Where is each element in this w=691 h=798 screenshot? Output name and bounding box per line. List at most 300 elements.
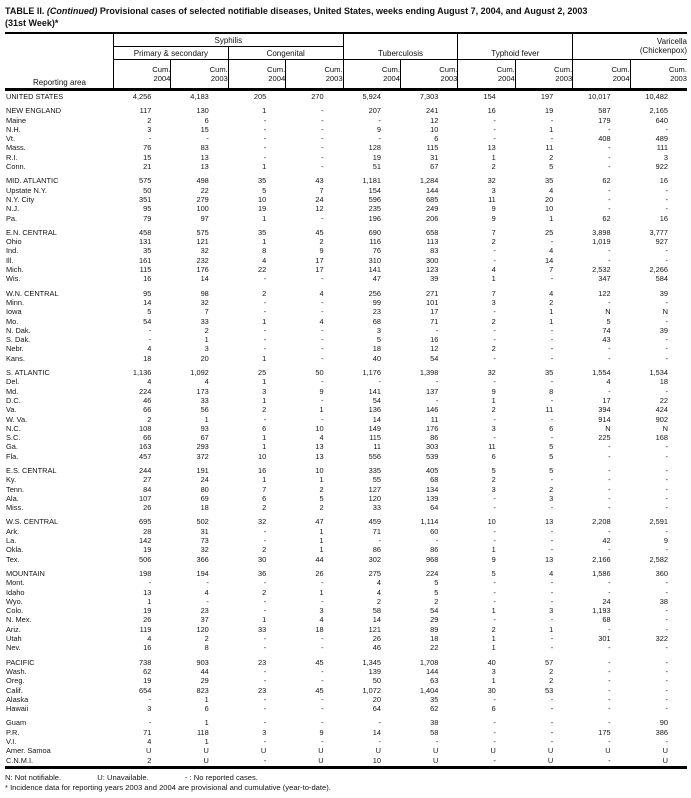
reporting-area-cell: Ohio (6, 237, 22, 247)
value-cell: 142 (139, 536, 152, 546)
table-section (5, 466, 687, 512)
value-cell: 23 (257, 657, 267, 667)
value-cell: 4,183 (190, 92, 209, 101)
value-cell: 19 (544, 106, 554, 116)
value-cell: 21 (143, 162, 152, 172)
value-cell: - (321, 643, 324, 653)
table-row (5, 274, 687, 283)
value-cell: 37 (200, 615, 209, 625)
value-cell: 1 (491, 634, 496, 644)
value-cell: 19 (372, 152, 381, 162)
value-cell: 1,176 (362, 368, 381, 378)
value-cell: 14 (143, 297, 152, 307)
reporting-area-cell: Mich. (6, 265, 24, 275)
value-cell: 86 (430, 545, 439, 555)
table-row (5, 344, 687, 353)
table-row (5, 667, 687, 676)
column-header-cum-2004: Cum. 2004 (113, 60, 170, 88)
value-cell: - (321, 274, 324, 284)
reporting-area-cell: N. Dak. (6, 325, 31, 335)
value-cell: 128 (368, 143, 381, 153)
value-cell: 2 (549, 676, 554, 686)
value-cell: 14 (372, 414, 381, 424)
value-cell: - (665, 493, 668, 503)
value-cell: 31 (200, 526, 209, 536)
value-cell: 366 (196, 554, 209, 564)
table-row (5, 442, 687, 451)
value-cell: 111 (656, 143, 668, 153)
value-cell: 194 (196, 568, 209, 578)
value-cell: - (263, 124, 267, 134)
column-header-cum-2004: Cum. 2004 (457, 60, 514, 88)
value-cell: - (550, 475, 554, 485)
value-cell: 19 (143, 545, 152, 555)
value-cell: 44 (200, 666, 209, 676)
value-cell: 39 (430, 274, 439, 284)
reporting-area-cell: La. (6, 536, 17, 546)
value-cell: 1 (262, 395, 267, 405)
table-row (5, 704, 687, 713)
value-cell: - (608, 718, 611, 728)
table-row (5, 686, 687, 695)
reporting-area-cell: Nebr. (6, 344, 24, 354)
value-cell: 241 (426, 106, 439, 116)
value-cell: 1,114 (420, 517, 439, 527)
value-cell: 47 (315, 517, 324, 527)
value-cell: 7 (262, 484, 267, 494)
reporting-area-cell: N.Y. City (6, 194, 35, 204)
value-cell: 13 (315, 442, 324, 452)
table-row (5, 625, 687, 634)
value-cell: 139 (368, 666, 381, 676)
value-cell: 40 (372, 353, 381, 363)
value-cell: - (435, 325, 439, 335)
value-cell: 27 (143, 475, 152, 485)
value-cell: 33 (200, 316, 209, 326)
value-cell: 9 (376, 124, 381, 134)
value-cell: 2 (319, 237, 324, 247)
value-cell: 43 (602, 335, 611, 345)
value-cell: 224 (139, 386, 152, 396)
column-header-cum-2003: Cum. 2003 (630, 60, 687, 88)
value-cell: 99 (372, 297, 381, 307)
value-cell: 1 (491, 606, 496, 616)
value-cell: 67 (430, 162, 439, 172)
value-cell: 54 (430, 606, 439, 616)
value-cell: 1,398 (419, 368, 439, 378)
column-header-cum-2003: Cum. 2003 (400, 60, 457, 88)
reporting-area-cell: Ky. (6, 475, 17, 485)
value-cell: 123 (426, 265, 439, 275)
value-cell: - (263, 344, 267, 354)
value-cell: 7 (491, 227, 496, 237)
value-cell: 3 (147, 704, 152, 714)
value-cell: 4 (549, 246, 554, 256)
value-cell: - (608, 755, 611, 765)
value-cell: - (493, 536, 496, 546)
value-cell: - (263, 297, 267, 307)
value-cell: 97 (200, 213, 209, 223)
value-cell: 1 (262, 353, 267, 363)
value-cell: 32 (200, 297, 209, 307)
value-cell: - (550, 694, 554, 704)
footnote-legend (5, 773, 687, 783)
table-row (5, 354, 687, 363)
value-cell: 5 (549, 465, 554, 475)
value-cell: - (608, 152, 611, 162)
value-cell: 1 (491, 643, 496, 653)
value-cell: 64 (430, 503, 439, 513)
value-cell: 120 (368, 493, 381, 503)
value-cell: - (263, 634, 267, 644)
value-cell: 22 (430, 643, 439, 653)
value-cell: 191 (196, 465, 209, 475)
value-cell: 3 (262, 727, 267, 737)
value-cell: 351 (139, 194, 152, 204)
value-cell: 76 (143, 143, 152, 153)
value-cell: 11 (488, 442, 496, 452)
value-cell: 13 (200, 152, 209, 162)
value-cell: 196 (368, 213, 381, 223)
reporting-area-cell: W.N. CENTRAL (6, 288, 59, 298)
value-cell: 489 (655, 134, 668, 144)
value-cell: 1 (491, 676, 496, 686)
value-cell: 584 (655, 274, 668, 284)
value-cell: 596 (368, 194, 381, 204)
value-cell: 95 (143, 204, 152, 214)
value-cell: - (493, 503, 496, 513)
value-cell: - (321, 596, 324, 606)
reporting-area-cell: Upstate N.Y. (6, 185, 47, 195)
value-cell: 23 (257, 685, 267, 695)
reporting-area-cell: R.I. (6, 152, 18, 162)
value-cell: - (608, 484, 611, 494)
value-cell: 4 (549, 185, 554, 195)
value-cell: 16 (430, 335, 439, 345)
value-cell: 2 (491, 475, 496, 485)
value-cell: 74 (602, 325, 611, 335)
value-cell: 62 (430, 704, 439, 714)
value-cell: 232 (196, 255, 209, 265)
value-cell: 6 (262, 423, 267, 433)
value-cell: - (550, 526, 554, 536)
value-cell: - (608, 737, 611, 746)
value-cell: 1 (319, 587, 324, 597)
value-cell: 29 (430, 615, 439, 625)
value-cell: 68 (602, 615, 611, 625)
table-row (5, 606, 687, 615)
value-cell: - (263, 666, 267, 676)
value-cell: U (318, 755, 324, 765)
value-cell: 1 (204, 694, 209, 704)
reporting-area-cell: Wash. (6, 666, 27, 676)
value-cell: - (263, 115, 267, 125)
value-cell: - (148, 578, 152, 588)
value-cell: - (550, 587, 554, 597)
table-row (5, 256, 687, 265)
value-cell: - (608, 297, 611, 307)
value-cell: - (550, 115, 554, 125)
value-cell: 45 (315, 227, 324, 237)
value-cell: - (148, 335, 152, 345)
value-cell: 2 (549, 666, 554, 676)
value-cell: 7 (549, 265, 554, 275)
value-cell: 108 (139, 423, 152, 433)
value-cell: 1 (262, 442, 267, 452)
value-cell: 71 (430, 316, 439, 326)
value-cell: - (608, 162, 611, 172)
table-row (5, 415, 687, 424)
value-cell: 4 (549, 288, 554, 298)
table-row (5, 246, 687, 255)
value-cell: - (321, 344, 324, 354)
value-cell: 17 (602, 395, 611, 405)
value-cell: - (550, 718, 554, 728)
value-cell: 60 (430, 526, 439, 536)
value-cell: 9 (663, 536, 668, 546)
value-cell: - (608, 624, 611, 634)
value-cell: 1 (262, 213, 267, 223)
column-header-cum-2004: Cum. 2004 (572, 60, 629, 88)
reporting-area-cell: Oreg. (6, 676, 25, 686)
value-cell: 35 (430, 694, 439, 704)
value-cell: 7,303 (419, 92, 439, 101)
value-cell: 154 (483, 92, 496, 101)
value-cell: - (321, 718, 324, 728)
value-cell: 115 (139, 265, 152, 275)
value-cell: 43 (315, 176, 324, 186)
value-cell: - (665, 685, 668, 695)
value-cell: 17 (315, 255, 324, 265)
value-cell: 1 (319, 545, 324, 555)
value-cell: 54 (372, 395, 381, 405)
value-cell: 1 (147, 596, 152, 606)
value-cell: 69 (200, 493, 209, 503)
value-cell: U (662, 755, 668, 765)
value-cell: - (263, 307, 267, 317)
value-cell: 46 (143, 395, 152, 405)
value-cell: 506 (139, 554, 152, 564)
reporting-area-cell: Mass. (6, 143, 26, 153)
value-cell: 15 (200, 124, 209, 134)
value-cell: - (148, 325, 152, 335)
value-cell: 45 (315, 685, 324, 695)
value-cell: - (263, 694, 267, 704)
value-cell: 2 (549, 484, 554, 494)
value-cell: 63 (430, 676, 439, 686)
value-cell: 173 (196, 386, 209, 396)
value-cell: - (665, 316, 668, 326)
value-cell: - (263, 676, 267, 686)
value-cell: - (665, 124, 668, 134)
value-cell: 1,586 (592, 568, 611, 578)
value-cell: 4 (204, 377, 209, 387)
value-cell: 121 (368, 624, 381, 634)
value-cell: 22 (659, 395, 668, 405)
value-cell: 1,136 (132, 368, 152, 378)
value-cell: 2 (376, 596, 381, 606)
value-cell: 26 (143, 615, 152, 625)
value-cell: 914 (598, 414, 611, 424)
reporting-area-cell: Wis. (6, 274, 21, 284)
value-cell: - (263, 414, 267, 424)
table-section (5, 569, 687, 653)
value-cell: 502 (196, 517, 209, 527)
value-cell: U (433, 746, 439, 756)
table-section (5, 368, 687, 461)
reporting-area-cell: Okla. (6, 545, 24, 555)
title-prefix: TABLE II. (5, 6, 45, 16)
value-cell: 2 (491, 624, 496, 634)
reporting-area-cell: Utah (6, 634, 22, 644)
value-cell: - (665, 475, 668, 485)
table-row (5, 228, 687, 237)
table-row (5, 695, 687, 704)
value-cell: 56 (200, 405, 209, 415)
value-cell: 120 (196, 624, 209, 634)
value-cell: 45 (315, 657, 324, 667)
value-cell: 457 (139, 451, 152, 461)
value-cell: 9 (319, 246, 324, 256)
value-cell: 18 (659, 377, 668, 387)
table-row (5, 298, 687, 307)
value-cell: 1 (491, 152, 496, 162)
value-cell: - (550, 377, 554, 387)
value-cell: 118 (197, 727, 209, 737)
value-cell: 6 (204, 115, 209, 125)
value-cell: - (263, 718, 267, 728)
value-cell: - (665, 194, 668, 204)
value-cell: 7 (319, 185, 324, 195)
reporting-area-cell: Nev. (6, 643, 21, 653)
value-cell: - (263, 134, 267, 144)
value-cell: 927 (655, 237, 668, 247)
value-cell: 10,482 (645, 92, 668, 101)
value-cell: 1,072 (362, 685, 381, 695)
reporting-area-cell: Hawaii (6, 704, 29, 714)
value-cell: N (605, 307, 611, 317)
value-cell: 15 (143, 152, 152, 162)
value-cell: 33 (200, 395, 209, 405)
value-cell: - (435, 536, 439, 546)
value-cell: - (608, 246, 611, 256)
value-cell: 16 (143, 274, 152, 284)
value-cell: - (321, 297, 324, 307)
table-row (5, 466, 687, 475)
value-cell: 67 (200, 433, 209, 443)
value-cell: - (206, 596, 209, 606)
table-footnotes (5, 773, 687, 793)
value-cell: 44 (315, 554, 324, 564)
value-cell: 55 (372, 475, 381, 485)
value-cell: - (608, 143, 611, 153)
value-cell: 2 (262, 405, 267, 415)
value-cell: 2,532 (592, 265, 611, 275)
value-cell: 360 (655, 568, 668, 578)
value-cell: 10 (372, 755, 381, 765)
value-cell: U (203, 755, 209, 765)
reporting-area-cell: Maine (6, 115, 27, 125)
value-cell: 163 (139, 442, 152, 452)
reporting-area-cell: Alaska (6, 694, 29, 704)
table-section (5, 176, 687, 222)
value-cell: 1,193 (592, 606, 611, 616)
value-cell: U (605, 746, 611, 756)
value-cell: 207 (368, 106, 381, 116)
reporting-area-cell: Md. (6, 386, 19, 396)
value-cell: - (665, 204, 668, 214)
value-cell: 270 (311, 92, 324, 101)
footnote-no-reported-cases: - : No reported cases. (184, 772, 258, 782)
table-row (5, 317, 687, 326)
table-title (5, 6, 687, 29)
value-cell: 302 (368, 554, 381, 564)
value-cell: 11 (373, 442, 381, 452)
value-cell: 19 (257, 204, 267, 214)
value-cell: 122 (598, 288, 611, 298)
value-cell: 458 (139, 227, 152, 237)
value-cell: - (608, 124, 611, 134)
value-cell: - (665, 657, 668, 667)
value-cell: 10 (257, 194, 267, 204)
value-cell: 57 (544, 657, 554, 667)
value-cell: - (608, 353, 611, 363)
value-cell: 1,345 (362, 657, 381, 667)
value-cell: 12 (315, 204, 324, 214)
table-header (5, 32, 687, 91)
value-cell: - (321, 307, 324, 317)
value-cell: 575 (139, 176, 152, 186)
value-cell: 5 (549, 162, 554, 172)
value-cell: 9 (491, 204, 496, 214)
value-cell: 8 (549, 386, 554, 396)
value-cell: 35 (257, 176, 267, 186)
value-cell: 23 (200, 606, 209, 616)
value-cell: 4 (319, 316, 324, 326)
value-cell: 8 (204, 643, 209, 653)
value-cell: 10 (544, 204, 554, 214)
value-cell: 2 (491, 405, 496, 415)
value-cell: - (493, 307, 496, 317)
value-cell: 66 (143, 405, 152, 415)
value-cell: - (608, 465, 611, 475)
value-cell: - (321, 115, 324, 125)
value-cell: 2 (262, 503, 267, 513)
value-cell: - (665, 451, 668, 461)
value-cell: 386 (655, 727, 668, 737)
value-cell: - (665, 545, 668, 555)
value-cell: - (608, 503, 611, 513)
value-cell: 4 (262, 255, 267, 265)
column-header-cum-2003: Cum. 2003 (285, 60, 342, 88)
value-cell: 18 (315, 624, 324, 634)
value-cell: 5 (549, 442, 554, 452)
value-cell: 14 (200, 274, 209, 284)
reporting-area-cell: Vt. (6, 134, 16, 144)
value-cell: - (665, 465, 668, 475)
value-cell: - (665, 484, 668, 494)
value-cell: - (608, 475, 611, 485)
value-cell: 4 (147, 344, 152, 354)
value-cell: 3 (491, 185, 496, 195)
value-cell: 2,266 (649, 265, 668, 275)
reporting-area-cell: Ill. (6, 255, 14, 265)
value-cell: - (608, 493, 611, 503)
value-cell: - (608, 386, 611, 396)
table-section (5, 658, 687, 714)
value-cell: - (321, 213, 324, 223)
value-cell: 32 (487, 176, 496, 186)
